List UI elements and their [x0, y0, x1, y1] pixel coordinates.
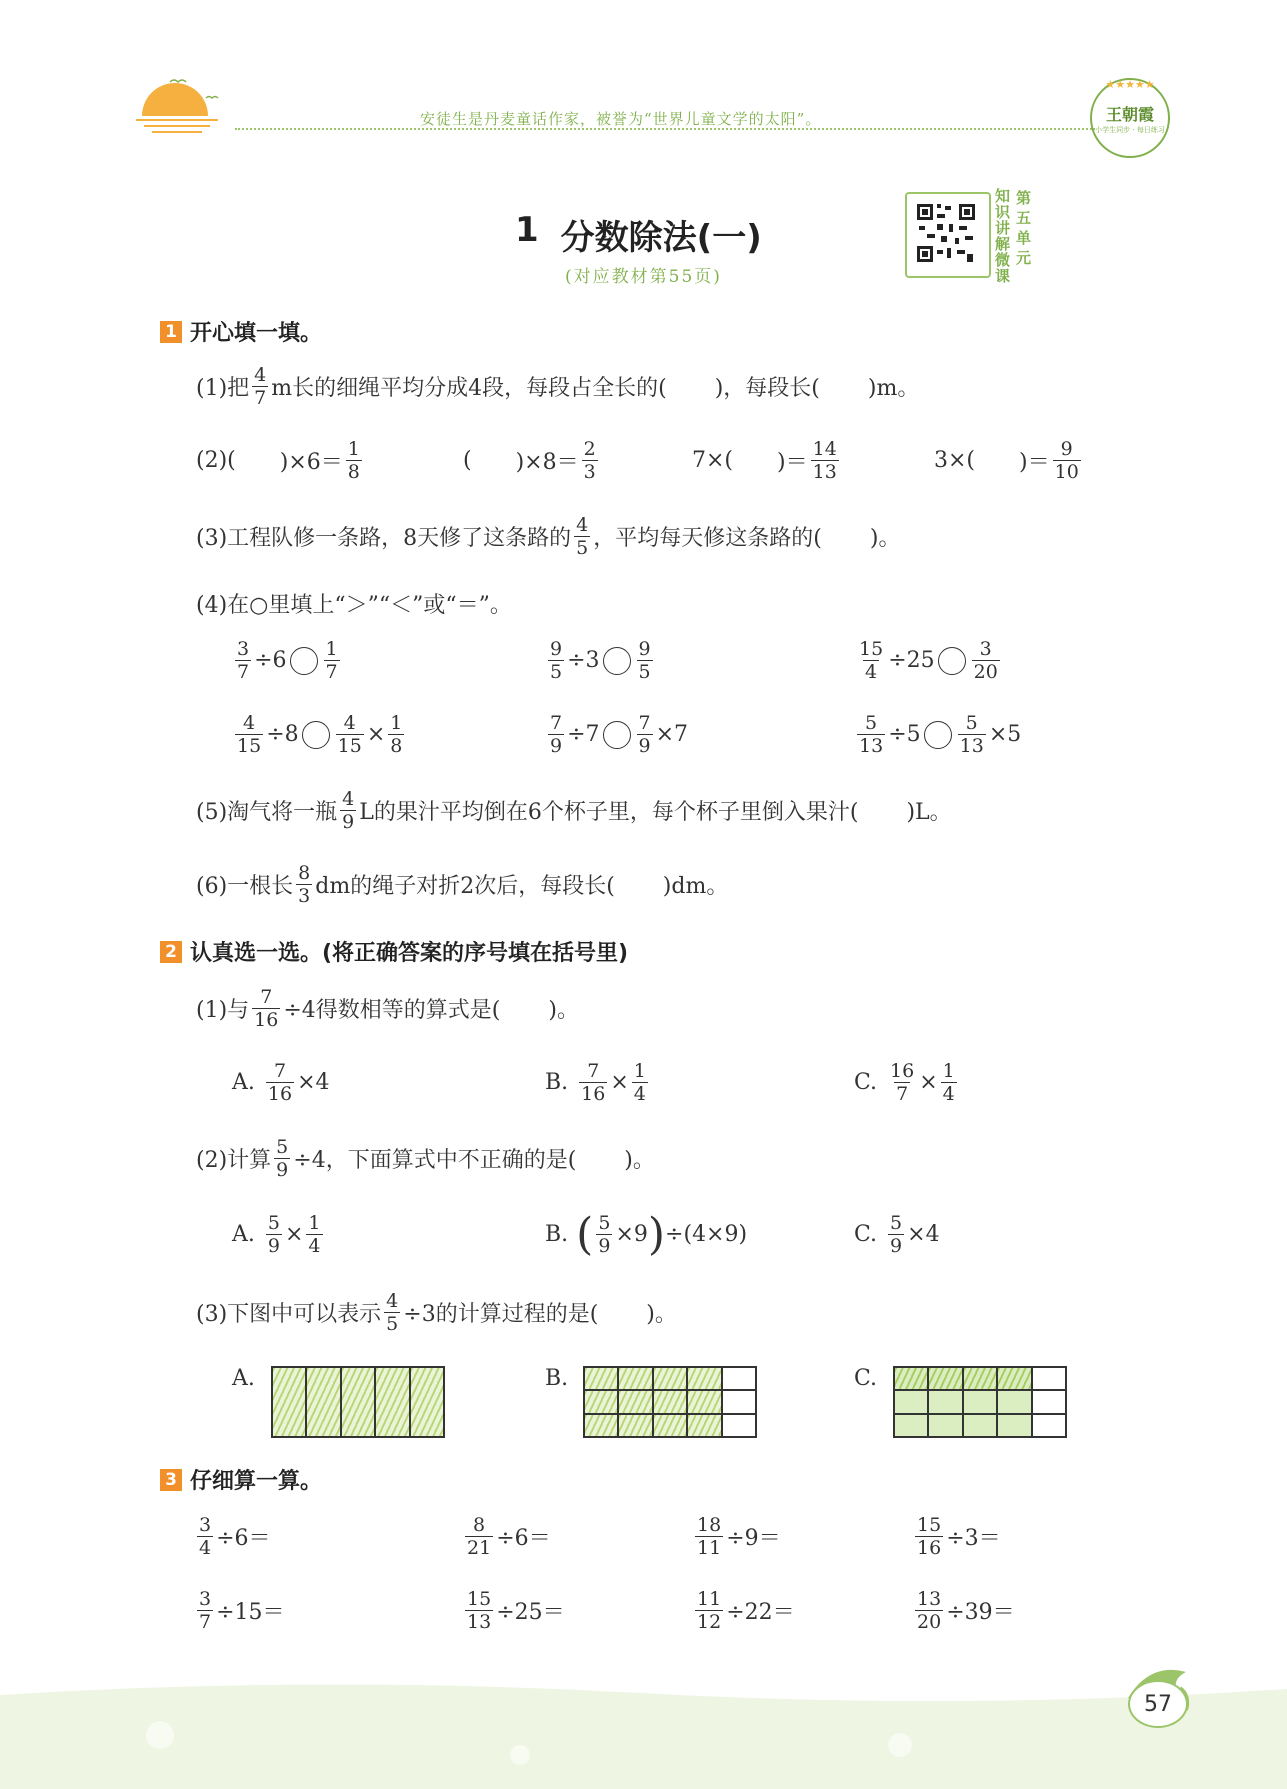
fraction: [266, 1060, 294, 1105]
compare-circle[interactable]: [302, 721, 330, 749]
text: 1: [347, 438, 360, 460]
text: 14: [812, 438, 837, 460]
text: 4: [576, 514, 589, 536]
fraction: [579, 1060, 607, 1105]
text: 11: [697, 1588, 722, 1610]
grid-cell: [997, 1367, 1031, 1390]
grid-cell: [894, 1390, 928, 1413]
brand-sub: 小学生同步 · 每日练习: [1095, 125, 1165, 134]
text: 15: [467, 1588, 492, 1610]
grid-cell: [722, 1414, 756, 1437]
text: 9: [550, 735, 563, 757]
text: 20: [973, 661, 998, 683]
q-text: )m。: [867, 376, 920, 401]
fraction: [274, 1136, 290, 1181]
text: (3)下图中可以表示: [196, 1302, 382, 1327]
fraction: [695, 1588, 723, 1633]
header-quote: 安徒生是丹麦童话作家，被誉为“世界儿童文学的太阳”。: [420, 110, 822, 128]
diagram-b[interactable]: [583, 1366, 757, 1438]
text: )×8＝: [515, 450, 579, 475]
text: ÷6: [254, 648, 287, 673]
grid-cell: [584, 1414, 618, 1437]
text: (5)淘气将一瓶: [196, 800, 338, 825]
fraction: [596, 1212, 612, 1257]
text: ÷25: [888, 648, 935, 673]
brand-badge: [1090, 78, 1170, 158]
fraction: [465, 1588, 493, 1633]
text: 16: [581, 1083, 606, 1105]
text: ×: [919, 1070, 938, 1095]
text: 3: [583, 461, 596, 483]
fraction: [695, 1514, 723, 1559]
title-number: 1: [515, 210, 539, 250]
text: 1: [390, 712, 403, 734]
text: 2: [583, 438, 596, 460]
text: )dm。: [662, 874, 729, 899]
text: 7: [260, 986, 273, 1008]
s2-q3-option-c-label[interactable]: C.: [854, 1366, 878, 1391]
fraction: [632, 1060, 648, 1105]
grid-cell: [1032, 1390, 1066, 1413]
text: 5: [598, 1212, 611, 1234]
grid-cell: [894, 1367, 928, 1390]
s2-q1-option-c[interactable]: [854, 1060, 960, 1105]
text: 18: [697, 1514, 722, 1536]
text: 4: [342, 788, 355, 810]
grid-cell: [584, 1367, 618, 1390]
text: 8: [390, 735, 403, 757]
text: ÷3＝: [946, 1526, 1001, 1551]
text: 9: [342, 811, 355, 833]
s1-question-2d: [934, 438, 1084, 483]
text: 9: [267, 1235, 280, 1257]
s1-question-1: [196, 364, 919, 409]
text: ×9: [615, 1222, 648, 1247]
fraction: [252, 986, 280, 1031]
calc-problem: [462, 1588, 565, 1633]
text: 13: [859, 735, 884, 757]
s1-question-6: [196, 862, 728, 907]
section-2-title: 认真选一选。(将正确答案的序号填在括号里): [190, 941, 629, 966]
text: (3)工程队修一条路，8天修了这条路的: [196, 526, 572, 551]
compare-item: [232, 712, 407, 757]
s2-question-2: [196, 1136, 655, 1181]
fraction: [582, 438, 598, 483]
q-text: )，每段长(: [714, 376, 820, 401]
fraction: [972, 638, 1000, 683]
text: 15: [917, 1514, 942, 1536]
grid-cell: [963, 1390, 997, 1413]
grid-cell: [653, 1367, 687, 1390]
text: 7: [273, 1060, 287, 1082]
grid-cell: [894, 1414, 928, 1437]
text: )＝: [777, 450, 808, 475]
s2-q1-option-a[interactable]: [232, 1060, 330, 1105]
text: 20: [917, 1611, 942, 1633]
text: (6)一根长: [196, 874, 294, 899]
fraction: [346, 438, 362, 483]
text: ÷9＝: [726, 1526, 781, 1551]
text: (2)计算: [196, 1148, 272, 1173]
grid-cell: [963, 1414, 997, 1437]
compare-circle[interactable]: [938, 647, 966, 675]
calc-problem: [912, 1588, 1015, 1633]
section-1-header: [160, 316, 322, 347]
fraction: [857, 712, 885, 757]
footer-background: [0, 1675, 1287, 1789]
text: 4: [199, 1537, 212, 1559]
grid-cell: [687, 1390, 721, 1413]
compare-circle[interactable]: [924, 721, 952, 749]
fraction: [252, 364, 268, 409]
text: 5: [965, 712, 978, 734]
section-3-header: [160, 1464, 322, 1495]
s1-question-4: (4)在○里填上“＞”“＜”或“＝”。: [196, 593, 512, 618]
title-subtitle: (对应教材第55页): [565, 267, 722, 287]
text: ÷15＝: [216, 1600, 285, 1625]
compare-item: [854, 638, 1003, 683]
section-1-number: 1: [160, 321, 182, 343]
text: ÷4得数相等的算式是(: [283, 998, 501, 1023]
section-1-title: 开心填一填。: [190, 321, 323, 346]
text: 13: [812, 461, 837, 483]
fraction: [235, 712, 263, 757]
text: 5: [638, 661, 651, 683]
grid-cell: [687, 1414, 721, 1437]
fraction: [888, 1212, 904, 1257]
text: 3: [979, 638, 992, 660]
fraction: [888, 1060, 916, 1105]
text: ÷6＝: [496, 1526, 551, 1551]
text: ，平均每天修这条路的(: [593, 526, 822, 551]
grid-cell: [375, 1367, 409, 1437]
text: 9: [638, 638, 651, 660]
text: ÷6＝: [216, 1526, 271, 1551]
grid-cell: [618, 1367, 652, 1390]
grid-cell: [963, 1367, 997, 1390]
text: 16: [254, 1009, 279, 1031]
text: 1: [942, 1060, 955, 1082]
text: (1)与: [196, 998, 250, 1023]
text: ÷5: [888, 722, 921, 747]
text: B.: [545, 1070, 569, 1095]
grid-cell: [722, 1390, 756, 1413]
s1-question-5: [196, 788, 952, 833]
text: A.: [232, 1222, 255, 1247]
text: 4: [633, 1083, 646, 1105]
text: ×4: [297, 1070, 330, 1095]
text: ÷22＝: [726, 1600, 795, 1625]
text: 9: [550, 638, 563, 660]
text: )＝: [1019, 450, 1050, 475]
text: 9: [890, 1235, 903, 1257]
text: 7: [325, 661, 338, 683]
text: )×6＝: [279, 450, 343, 475]
fraction: [266, 1212, 282, 1257]
page-number: 57: [1128, 1680, 1188, 1728]
grid-cell: [341, 1367, 375, 1437]
compare-item: [854, 712, 1021, 757]
text: 15: [237, 735, 262, 757]
q-text: m长的细绳平均分成4段，每段占全长的(: [271, 376, 667, 401]
s2-q2-option-b[interactable]: B. ( $\frac{5}{9}$ ×9 ) ÷(4×9): [545, 1208, 748, 1260]
text: 9: [276, 1159, 289, 1181]
star-icon: ★★★★★: [1105, 78, 1155, 91]
fraction: [574, 514, 590, 559]
text: 7: [638, 712, 651, 734]
text: 5: [386, 1313, 399, 1335]
text: 4: [865, 661, 878, 683]
text: 15: [337, 735, 362, 757]
compare-item: [232, 638, 343, 683]
title-text: 分数除法(一): [560, 218, 762, 258]
text: 7: [896, 1083, 909, 1105]
fraction: [384, 1290, 400, 1335]
text: 3: [199, 1514, 212, 1536]
grid-cell: [618, 1390, 652, 1413]
text: 5: [865, 712, 878, 734]
q-text: (1)把: [196, 376, 250, 401]
text: ÷3的计算过程的是(: [403, 1302, 599, 1327]
grid-cell: [584, 1390, 618, 1413]
text: 9: [598, 1235, 611, 1257]
s1-question-2a: [196, 438, 365, 483]
text: ÷7: [567, 722, 600, 747]
text: 7: [237, 661, 250, 683]
s2-question-3: [196, 1290, 677, 1335]
fraction: [296, 862, 312, 907]
text: )L。: [906, 800, 952, 825]
grid-cell: [928, 1390, 962, 1413]
text: B.: [545, 1222, 569, 1247]
text: )。: [869, 526, 901, 551]
text: (2)(: [196, 448, 236, 473]
text: ×4: [907, 1222, 940, 1247]
text: 8: [298, 862, 311, 884]
grid-cell: [1032, 1414, 1066, 1437]
text: 3×(: [934, 448, 976, 473]
text: 7: [587, 1060, 600, 1082]
text: 4: [942, 1083, 955, 1105]
fraction: [197, 1514, 213, 1559]
s2-q2-option-a[interactable]: [232, 1212, 326, 1257]
text: ×: [284, 1222, 304, 1247]
text: 7: [550, 712, 563, 734]
fraction: [1053, 438, 1081, 483]
text: 4: [254, 364, 267, 386]
text: 9: [1060, 438, 1073, 460]
text: dm的绳子对折2次后，每段长(: [315, 874, 615, 899]
s1-question-2c: [692, 438, 842, 483]
s2-q3-option-a-label[interactable]: A.: [232, 1366, 255, 1391]
text: 1: [308, 1212, 321, 1234]
fraction: [915, 1514, 943, 1559]
s1-question-3: [196, 514, 900, 559]
page-title: [515, 210, 762, 259]
s2-q1-option-b[interactable]: [545, 1060, 651, 1105]
fraction: [941, 1060, 957, 1105]
calc-problem: [692, 1514, 781, 1559]
fraction: [548, 638, 564, 683]
diagram-a[interactable]: [271, 1366, 445, 1438]
grid-cell: [928, 1367, 962, 1390]
text: ÷8: [266, 722, 299, 747]
diagram-c[interactable]: [893, 1366, 1067, 1438]
section-3-number: 3: [160, 1469, 182, 1491]
text: 4: [243, 712, 256, 734]
fraction: [324, 638, 340, 683]
text: 16: [917, 1537, 942, 1559]
fraction: [915, 1588, 943, 1633]
text: 5: [576, 537, 589, 559]
grid-cell: [653, 1414, 687, 1437]
fraction: [857, 638, 885, 683]
calc-problem: [692, 1588, 795, 1633]
text: 5: [276, 1136, 289, 1158]
fraction: [306, 1212, 322, 1257]
text: 1: [325, 638, 338, 660]
text: 5: [267, 1212, 280, 1234]
text: 7: [199, 1611, 212, 1633]
qr-code-icon[interactable]: [907, 194, 985, 272]
text: 3: [199, 1588, 212, 1610]
text: ÷4，下面算式中不正确的是(: [293, 1148, 577, 1173]
fraction: [958, 712, 986, 757]
s1-question-2b: [463, 438, 601, 483]
s2-q3-option-b-label[interactable]: B.: [545, 1366, 569, 1391]
text: 13: [917, 1588, 942, 1610]
text: 16: [267, 1083, 293, 1105]
text: C.: [854, 1070, 878, 1095]
grid-cell: [618, 1414, 652, 1437]
grid-cell: [410, 1367, 444, 1437]
text: ×: [366, 722, 386, 747]
text: 8: [347, 461, 360, 483]
text: 16: [890, 1060, 915, 1082]
text: 15: [859, 638, 884, 660]
text: ÷25＝: [496, 1600, 565, 1625]
fraction: [548, 712, 564, 757]
text: ×: [610, 1070, 629, 1095]
text: 7: [254, 387, 267, 409]
fraction: [235, 638, 251, 683]
fraction: [336, 712, 364, 757]
text: 13: [959, 735, 984, 757]
grid-cell: [722, 1367, 756, 1390]
compare-circle[interactable]: [603, 647, 631, 675]
text: (: [463, 448, 472, 473]
compare-circle[interactable]: [603, 721, 631, 749]
grid-cell: [1032, 1367, 1066, 1390]
fraction: [637, 712, 653, 757]
text: 4: [308, 1235, 321, 1257]
text: 8: [473, 1514, 486, 1536]
text: 12: [697, 1611, 722, 1633]
brand-name: 王朝霞: [1105, 104, 1154, 124]
section-2-number: 2: [160, 941, 182, 963]
s2-q2-option-c[interactable]: [854, 1212, 940, 1257]
text: 13: [467, 1611, 492, 1633]
grid-cell: [997, 1390, 1031, 1413]
calc-problem: [194, 1588, 285, 1633]
section-3-title: 仔细算一算。: [190, 1469, 323, 1494]
grid-cell: [928, 1414, 962, 1437]
text: 21: [467, 1537, 492, 1559]
s2-question-1: [196, 986, 579, 1031]
text: 10: [1054, 461, 1079, 483]
text: 1: [633, 1060, 646, 1082]
fraction: [811, 438, 839, 483]
fraction: [197, 1588, 213, 1633]
text: L的果汁平均倒在6个杯子里，每个杯子里倒入果汁(: [359, 800, 859, 825]
calc-problem: [194, 1514, 271, 1559]
text: C.: [854, 1222, 878, 1247]
text: )。: [548, 998, 579, 1023]
text: ×5: [988, 722, 1022, 747]
text: ÷39＝: [946, 1600, 1015, 1625]
text: 11: [697, 1537, 722, 1559]
text: 9: [638, 735, 651, 757]
text: A.: [232, 1070, 255, 1095]
compare-circle[interactable]: [290, 647, 318, 675]
grid-cell: [272, 1367, 306, 1437]
sun-logo-icon: [130, 70, 240, 140]
fraction: [340, 788, 356, 833]
text: 5: [890, 1212, 903, 1234]
compare-item: [545, 712, 688, 757]
fraction: [465, 1514, 493, 1559]
grid-cell: [306, 1367, 340, 1437]
text: 7×(: [692, 448, 734, 473]
calc-problem: [462, 1514, 551, 1559]
text: ÷(4×9): [665, 1222, 748, 1247]
text: 5: [550, 661, 563, 683]
fraction: [388, 712, 404, 757]
grid-cell: [687, 1367, 721, 1390]
qr-frame: [905, 192, 991, 278]
text: )。: [646, 1302, 677, 1327]
text: ÷3: [567, 648, 600, 673]
grid-cell: [653, 1390, 687, 1413]
text: )。: [624, 1148, 655, 1173]
qr-label-2: 第五单元: [1016, 189, 1032, 267]
text: 4: [343, 712, 356, 734]
text: ×7: [655, 722, 689, 747]
section-2-header: [160, 936, 628, 967]
text: 3: [298, 885, 311, 907]
fraction: [637, 638, 653, 683]
text: 4: [386, 1290, 399, 1312]
qr-label-1: 知识讲解微课: [995, 187, 1011, 285]
text: 3: [237, 638, 250, 660]
calc-problem: [912, 1514, 1001, 1559]
compare-item: [545, 638, 656, 683]
grid-cell: [997, 1414, 1031, 1437]
